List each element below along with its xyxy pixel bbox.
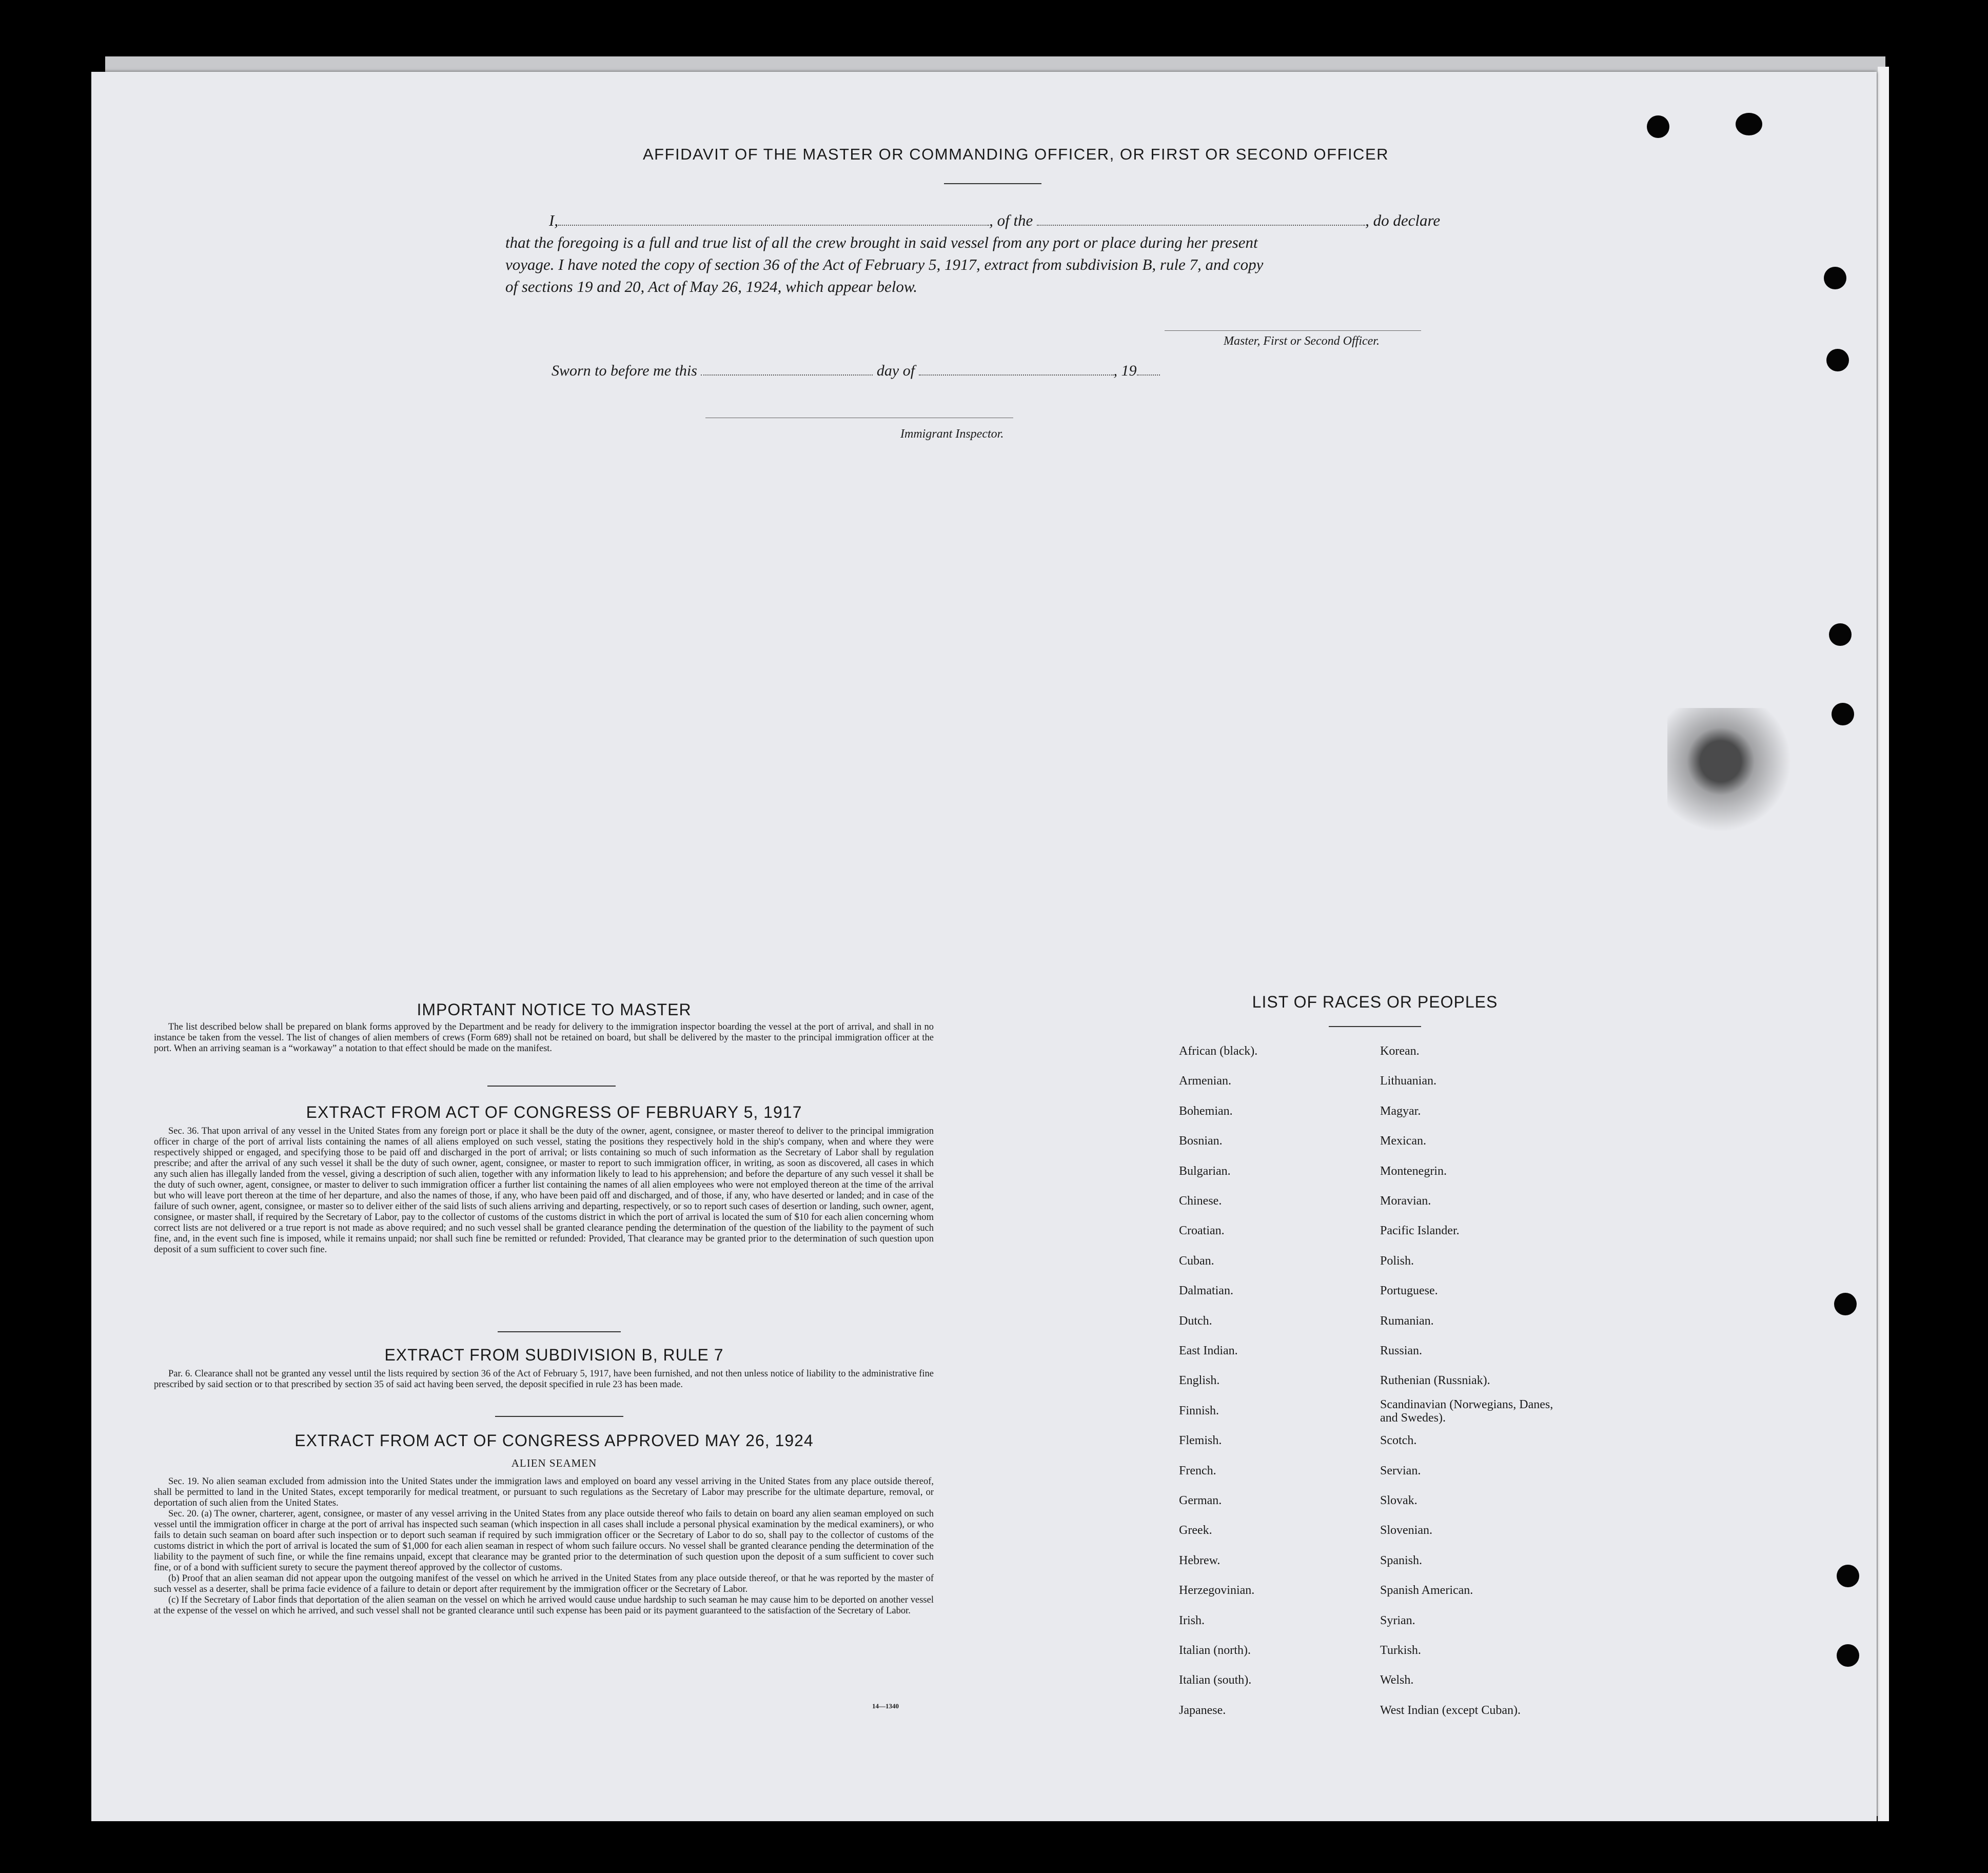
punch-hole — [1826, 349, 1849, 371]
race-item: Polish. — [1380, 1254, 1414, 1268]
punch-hole — [1837, 1565, 1859, 1587]
punch-hole — [1829, 623, 1852, 646]
declaration-line-3: voyage. I have noted the copy of section 36 of the Act of February 5, 1917, extract from subdivision B, rule 7, and copy — [505, 255, 1264, 273]
page-edge — [1878, 67, 1889, 1821]
sec36-text: Sec. 36. That upon arrival of any vessel in the United States from any foreign port or place it shall be the duty of the owner, agent, consignee, or master thereof to deliver to the principal immigration officer in charge of the port of arrival lists containing the names of all aliens employed on such vessel, stating the positions they respectively hold in the ship's company, when and where they were respectively shipped or engaged, and specifying those to be paid off and discharged in the port of arrival; or lists containing so much of such information as the Secretary of Labor shall by regulation prescribe; and after the arrival of any such vessel it shall be the duty of such owner, agent, consignee, or master to report to such immigration officer, in writing, as soon as discovered, all cases in which any such alien has illegally landed from the vessel, giving a description of such alien, together with any information likely to lead to his apprehension; and before the departure of any such vessel it shall be the duty of such owner, agent, consignee, or master to deliver to such immigration officer a further list containing the names of all alien employees who were not employed thereon at the time of the arrival but who will leave port thereon at the time of her departure, and also the names of those, if any, who have been paid off and discharged, and of those, if any, who have deserted or landed; and in case of the failure of such owner, agent, consignee, or master so to deliver either of the said lists of such aliens arriving and departing, respectively, or so to report such cases of desertion or landing, such owner, agent, consignee, or master shall, if required by the Secretary of Labor, pay to the collector of customs of the customs district in which the port of arrival is located the sum of $10 for each alien concerning whom correct lists are not delivered or a true report is not made as above required; and no such vessel shall be granted clearance pending the determination of the question of the liability to the payment of such fine, and, in the event such fine is imposed, while it remains unpaid; nor shall such fine be remitted or refunded: Provided, That clearance may be granted prior to the determination of such question upon deposit of a sum sufficient to cover such fine. — [154, 1126, 934, 1255]
race-item: Bosnian. — [1179, 1134, 1223, 1148]
of-the-label: , of the — [989, 211, 1033, 229]
declaration-line-2: that the foregoing is a full and true list of all the crew brought in said vessel from any port or place during her present — [505, 233, 1258, 251]
race-item: Magyar. — [1380, 1104, 1421, 1118]
race-item: Finnish. — [1179, 1404, 1219, 1417]
race-item: Scandinavian (Norwegians, Danes, and Swedes). — [1380, 1397, 1553, 1425]
race-item: Scotch. — [1380, 1434, 1417, 1448]
race-item: Slovenian. — [1380, 1524, 1432, 1537]
race-item: Welsh. — [1380, 1673, 1414, 1687]
races-rule — [1329, 1026, 1421, 1027]
race-item: Croatian. — [1179, 1224, 1225, 1238]
sec19-text: Sec. 19. No alien seaman excluded from admission into the United States under the immigration laws and employed on board any vessel arriving in the United States from any place outside thereof, shall be permitted to land in the United States, except temporarily for medical treatment, or pursuant to such regulations as the Secretary of Labor may prescribe for the ultimate departure, removal, or deportation of such alien from the United States. — [154, 1476, 934, 1508]
punch-hole — [1647, 115, 1669, 138]
race-item: Russian. — [1380, 1344, 1423, 1357]
sec20b-text: (b) Proof that an alien seaman did not appear upon the outgoing manifest of the vessel on which he arrived in the United States from any place outside thereof, or that he was reported by the master of such vessel as a deserter, shall be prima facie evidence of a failure to detain or deport after requirement by the immigration officer or the Secretary of Labor. — [154, 1573, 934, 1594]
inspector-label: Immigrant Inspector. — [900, 427, 1004, 441]
title-rule — [944, 183, 1041, 184]
race-item: Bulgarian. — [1179, 1164, 1231, 1178]
affidavit-declaration — [505, 209, 1490, 298]
race-item: Rumanian. — [1380, 1314, 1434, 1328]
race-item: Cuban. — [1179, 1254, 1214, 1268]
vessel-blank — [1037, 224, 1365, 226]
notice-title: IMPORTANT NOTICE TO MASTER — [417, 1000, 692, 1019]
master-signature-label: Master, First or Second Officer. — [1224, 334, 1380, 348]
race-item: Turkish. — [1380, 1644, 1421, 1657]
day-blank — [701, 374, 873, 376]
punch-hole — [1832, 703, 1854, 725]
section-rule — [495, 1416, 623, 1417]
sec20c-text: (c) If the Secretary of Labor finds that deportation of the alien seaman on the vessel on which he arrived would cause undue hardship to such seaman he may cause him to be deported on another vessel at the expense of the vessel on which he arrived, and such vessel shall not be granted clearance until such expense has been paid or its payment guaranteed to the satisfaction of the Secretary of Labor. — [154, 1595, 934, 1616]
race-item: Italian (north). — [1179, 1644, 1251, 1657]
race-item: Dalmatian. — [1179, 1284, 1233, 1298]
punch-hole — [1824, 267, 1846, 289]
race-item: Korean. — [1380, 1044, 1420, 1058]
punch-hole — [1736, 113, 1762, 135]
race-item: Slovak. — [1380, 1494, 1418, 1507]
race-item: Moravian. — [1380, 1194, 1431, 1208]
race-item: Syrian. — [1380, 1613, 1415, 1627]
race-item: Hebrew. — [1179, 1553, 1221, 1567]
day-of-label: day of — [876, 362, 915, 379]
master-signature-line — [1165, 330, 1421, 331]
year-label: , 19 — [1113, 362, 1137, 379]
ink-stain — [1667, 708, 1801, 841]
race-item: Armenian. — [1179, 1074, 1231, 1088]
sworn-label: Sworn to before me this — [552, 362, 697, 379]
race-item: Greek. — [1179, 1524, 1212, 1537]
race-item: French. — [1179, 1464, 1216, 1477]
race-item: Italian (south). — [1179, 1673, 1252, 1687]
race-item: Mexican. — [1380, 1134, 1426, 1148]
race-item: Spanish. — [1380, 1553, 1423, 1567]
notice-body — [154, 1022, 934, 1054]
year-blank — [1137, 374, 1160, 376]
race-item: Flemish. — [1179, 1434, 1222, 1448]
race-item: Montenegrin. — [1380, 1164, 1447, 1178]
declaration-line-1 — [505, 209, 1490, 231]
extract-1917-body — [154, 1126, 934, 1255]
par6-text: Par. 6. Clearance shall not be granted any vessel until the lists required by section 36 of the Act of February 5, 1917, have been furnished, and not then unless notice of liability to the administrative fine prescribed by said section or to that prescribed by section 35 of said act having been served, the deposit specified in rule 23 has been made. — [154, 1369, 934, 1390]
extract-rule7-body — [154, 1369, 934, 1390]
race-item: African (black). — [1179, 1044, 1258, 1058]
race-item: Herzegovinian. — [1179, 1584, 1255, 1598]
races-title: LIST OF RACES OR PEOPLES — [1252, 993, 1498, 1011]
race-item: Chinese. — [1179, 1194, 1222, 1208]
race-item: Dutch. — [1179, 1314, 1212, 1328]
extract-rule7-title: EXTRACT FROM SUBDIVISION B, RULE 7 — [384, 1346, 724, 1364]
month-blank — [919, 374, 1114, 376]
race-item: East Indian. — [1179, 1344, 1238, 1357]
race-item: Irish. — [1179, 1613, 1205, 1627]
form-number: 14—1340 — [872, 1702, 899, 1710]
name-blank — [558, 224, 989, 226]
race-item: Portuguese. — [1380, 1284, 1438, 1298]
race-item: Ruthenian (Russniak). — [1380, 1374, 1490, 1388]
race-item: Lithuanian. — [1380, 1074, 1436, 1088]
sworn-line — [552, 362, 1160, 380]
race-item: Bohemian. — [1179, 1104, 1233, 1118]
race-item: English. — [1179, 1374, 1220, 1388]
race-item: Spanish American. — [1380, 1584, 1473, 1598]
punch-hole — [1837, 1644, 1859, 1667]
race-item: Japanese. — [1179, 1703, 1226, 1717]
race-item: Pacific Islander. — [1380, 1224, 1460, 1238]
notice-text: The list described below shall be prepared on blank forms approved by the Department and be ready for delivery to the immigration inspector boarding the vessel at the port of arrival, and shall in no instance be taken from the vessel. The list of changes of alien members of crews (Form 689) shall not be retained on board, but shall be delivered by the master to the principal immigration officer at the port. When an arriving seaman is a “workaway” a notation to that effect should be made on the manifest. — [154, 1022, 934, 1054]
do-declare-label: , do declare — [1365, 211, 1441, 229]
punch-hole — [1834, 1293, 1857, 1315]
race-item: German. — [1179, 1494, 1222, 1507]
extract-1917-title: EXTRACT FROM ACT OF CONGRESS OF FEBRUARY 5, 1917 — [306, 1103, 802, 1121]
race-item: Servian. — [1380, 1464, 1421, 1477]
i-label: I, — [549, 211, 559, 229]
extract-1924-title: EXTRACT FROM ACT OF CONGRESS APPROVED MAY 26, 1924 — [294, 1431, 814, 1450]
sec20a-text: Sec. 20. (a) The owner, charterer, agent, consignee, or master of any vessel arriving in the United States from any place outside thereof who fails to detain on board any alien seaman employed on such vessel until the immigration officer in charge at the port of arrival has inspected such seaman (which inspection in all cases shall include a personal physical examination by the medical examiners), or who fails to detain such seaman on board after such inspection or to deport such seaman if required by such immigration officer or the Secretary of Labor to do so, shall pay to the collector of customs of the customs district in which the port of arrival is located the sum of $1,000 for each alien seaman in respect of whom such failure occurs. No vessel shall be granted clearance pending the determination of the liability to the payment of such fine, or while the fine remains unpaid, except that clearance may be granted prior to the determination of such question upon the deposit of a sum sufficient to cover such fine, or of a bond with sufficient surety to secure the payment thereof approved by the collector of customs. — [154, 1509, 934, 1573]
section-rule — [487, 1086, 616, 1087]
race-item: West Indian (except Cuban). — [1380, 1703, 1521, 1717]
alien-seamen-subtitle: ALIEN SEAMEN — [511, 1457, 597, 1469]
section-rule — [498, 1331, 621, 1332]
affidavit-title: AFFIDAVIT OF THE MASTER OR COMMANDING OFFICER, OR FIRST OR SECOND OFFICER — [642, 145, 1389, 163]
declaration-line-4: of sections 19 and 20, Act of May 26, 1924, which appear below. — [505, 278, 918, 295]
extract-1924-body — [154, 1476, 934, 1616]
